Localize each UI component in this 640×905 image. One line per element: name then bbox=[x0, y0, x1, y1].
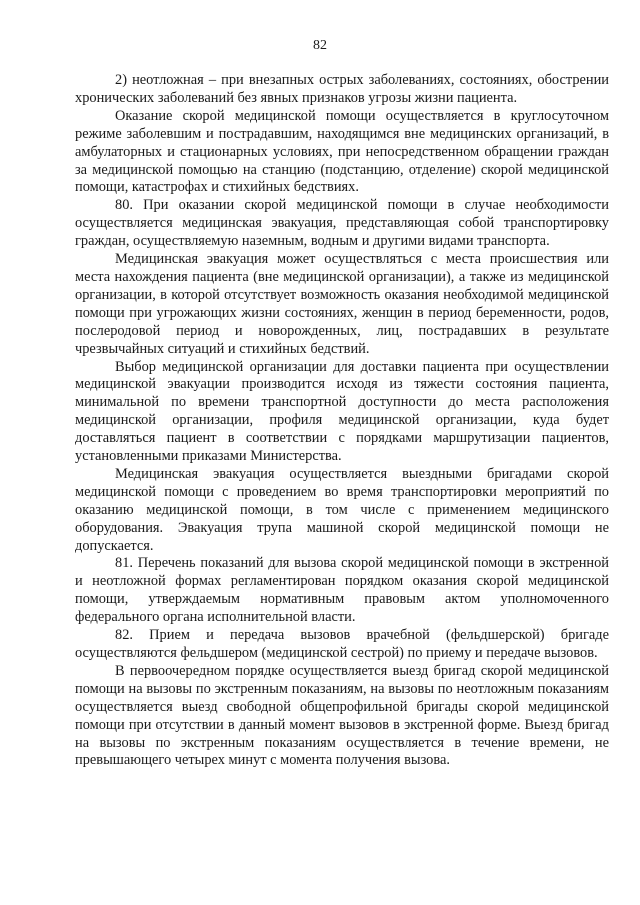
paragraph: В первоочередном порядке осуществляется выезд бригад скорой медицинской помощи на вызовы по экстренным показаниям, на вызовы по неотложным показаниям осуществляется выезд свободной общепрофильной бригады скорой медицинской помощи при отсутствии в данный момент вызовов в экстренной форме. Выезд бригад на вызовы по экстренным показаниям осуществляется в течение времени, не превышающего четырех минут с момента получения вызова. bbox=[75, 662, 609, 769]
paragraph: Выбор медицинской организации для доставки пациента при осуществлении медицинской эвакуации производится исходя из тяжести состояния пациента, минимальной по времени транспортной доступности до места расположения медицинской организации, профиля медицинской организации, куда будет доставляться пациент в соответствии с порядками маршрутизации пациентов, установленными приказами Министерства. bbox=[75, 358, 609, 465]
paragraph: 80. При оказании скорой медицинской помощи в случае необходимости осуществляется медицинская эвакуация, представляющая собой транспортировку граждан, осуществляемую наземным, водным и другими видами транспорта. bbox=[75, 197, 609, 250]
paragraph: Медицинская эвакуация может осуществляться с места происшествия или места нахождения пациента (вне медицинской организации), а также из медицинской организации, в которой отсутствует возможность оказания необходимой медицинской помощи при угрожающих жизни состояниях, женщин в период беременности, родов, послеродовой период и новорожденных, лиц, пострадавших в результате чрезвычайных ситуаций и стихийных бедствий. bbox=[75, 251, 609, 357]
paragraph: Медицинская эвакуация осуществляется выездными бригадами скорой медицинской помощи с проведением во время транспортировки мероприятий по оказанию медицинской помощи, в том числе с применением медицинского оборудования. Эвакуация трупа машиной скорой медицинской помощи не допускается. bbox=[75, 465, 609, 554]
paragraph: 81. Перечень показаний для вызова скорой медицинской помощи в экстренной и неотложной формах регламентирован порядком оказания скорой медицинской помощи, утверждаемым нормативным правовым актом уполномоченного федерального органа исполнительной власти. bbox=[75, 555, 609, 626]
paragraph: 2) неотложная – при внезапных острых заболеваниях, состояниях, обострении хронических заболеваний без явных признаков угрозы жизни пациента. bbox=[75, 72, 609, 106]
paragraph: Оказание скорой медицинской помощи осуществляется в круглосуточном режиме заболевшим и пострадавшим, находящимся вне медицинских организаций, в амбулаторных и стационарных условиях, при непосредственном обращении граждан за медицинской помощью на станцию (подстанцию, отделение) скорой медицинской помощи, катастрофах и стихийных бедствиях. bbox=[75, 107, 609, 196]
document-body bbox=[75, 72, 609, 770]
page-number: 82 bbox=[313, 38, 327, 53]
paragraph: 82. Прием и передача вызовов врачебной (фельдшерской) бригаде осуществляются фельдшером (медицинской сестрой) по приему и передаче вызовов. bbox=[75, 627, 609, 661]
